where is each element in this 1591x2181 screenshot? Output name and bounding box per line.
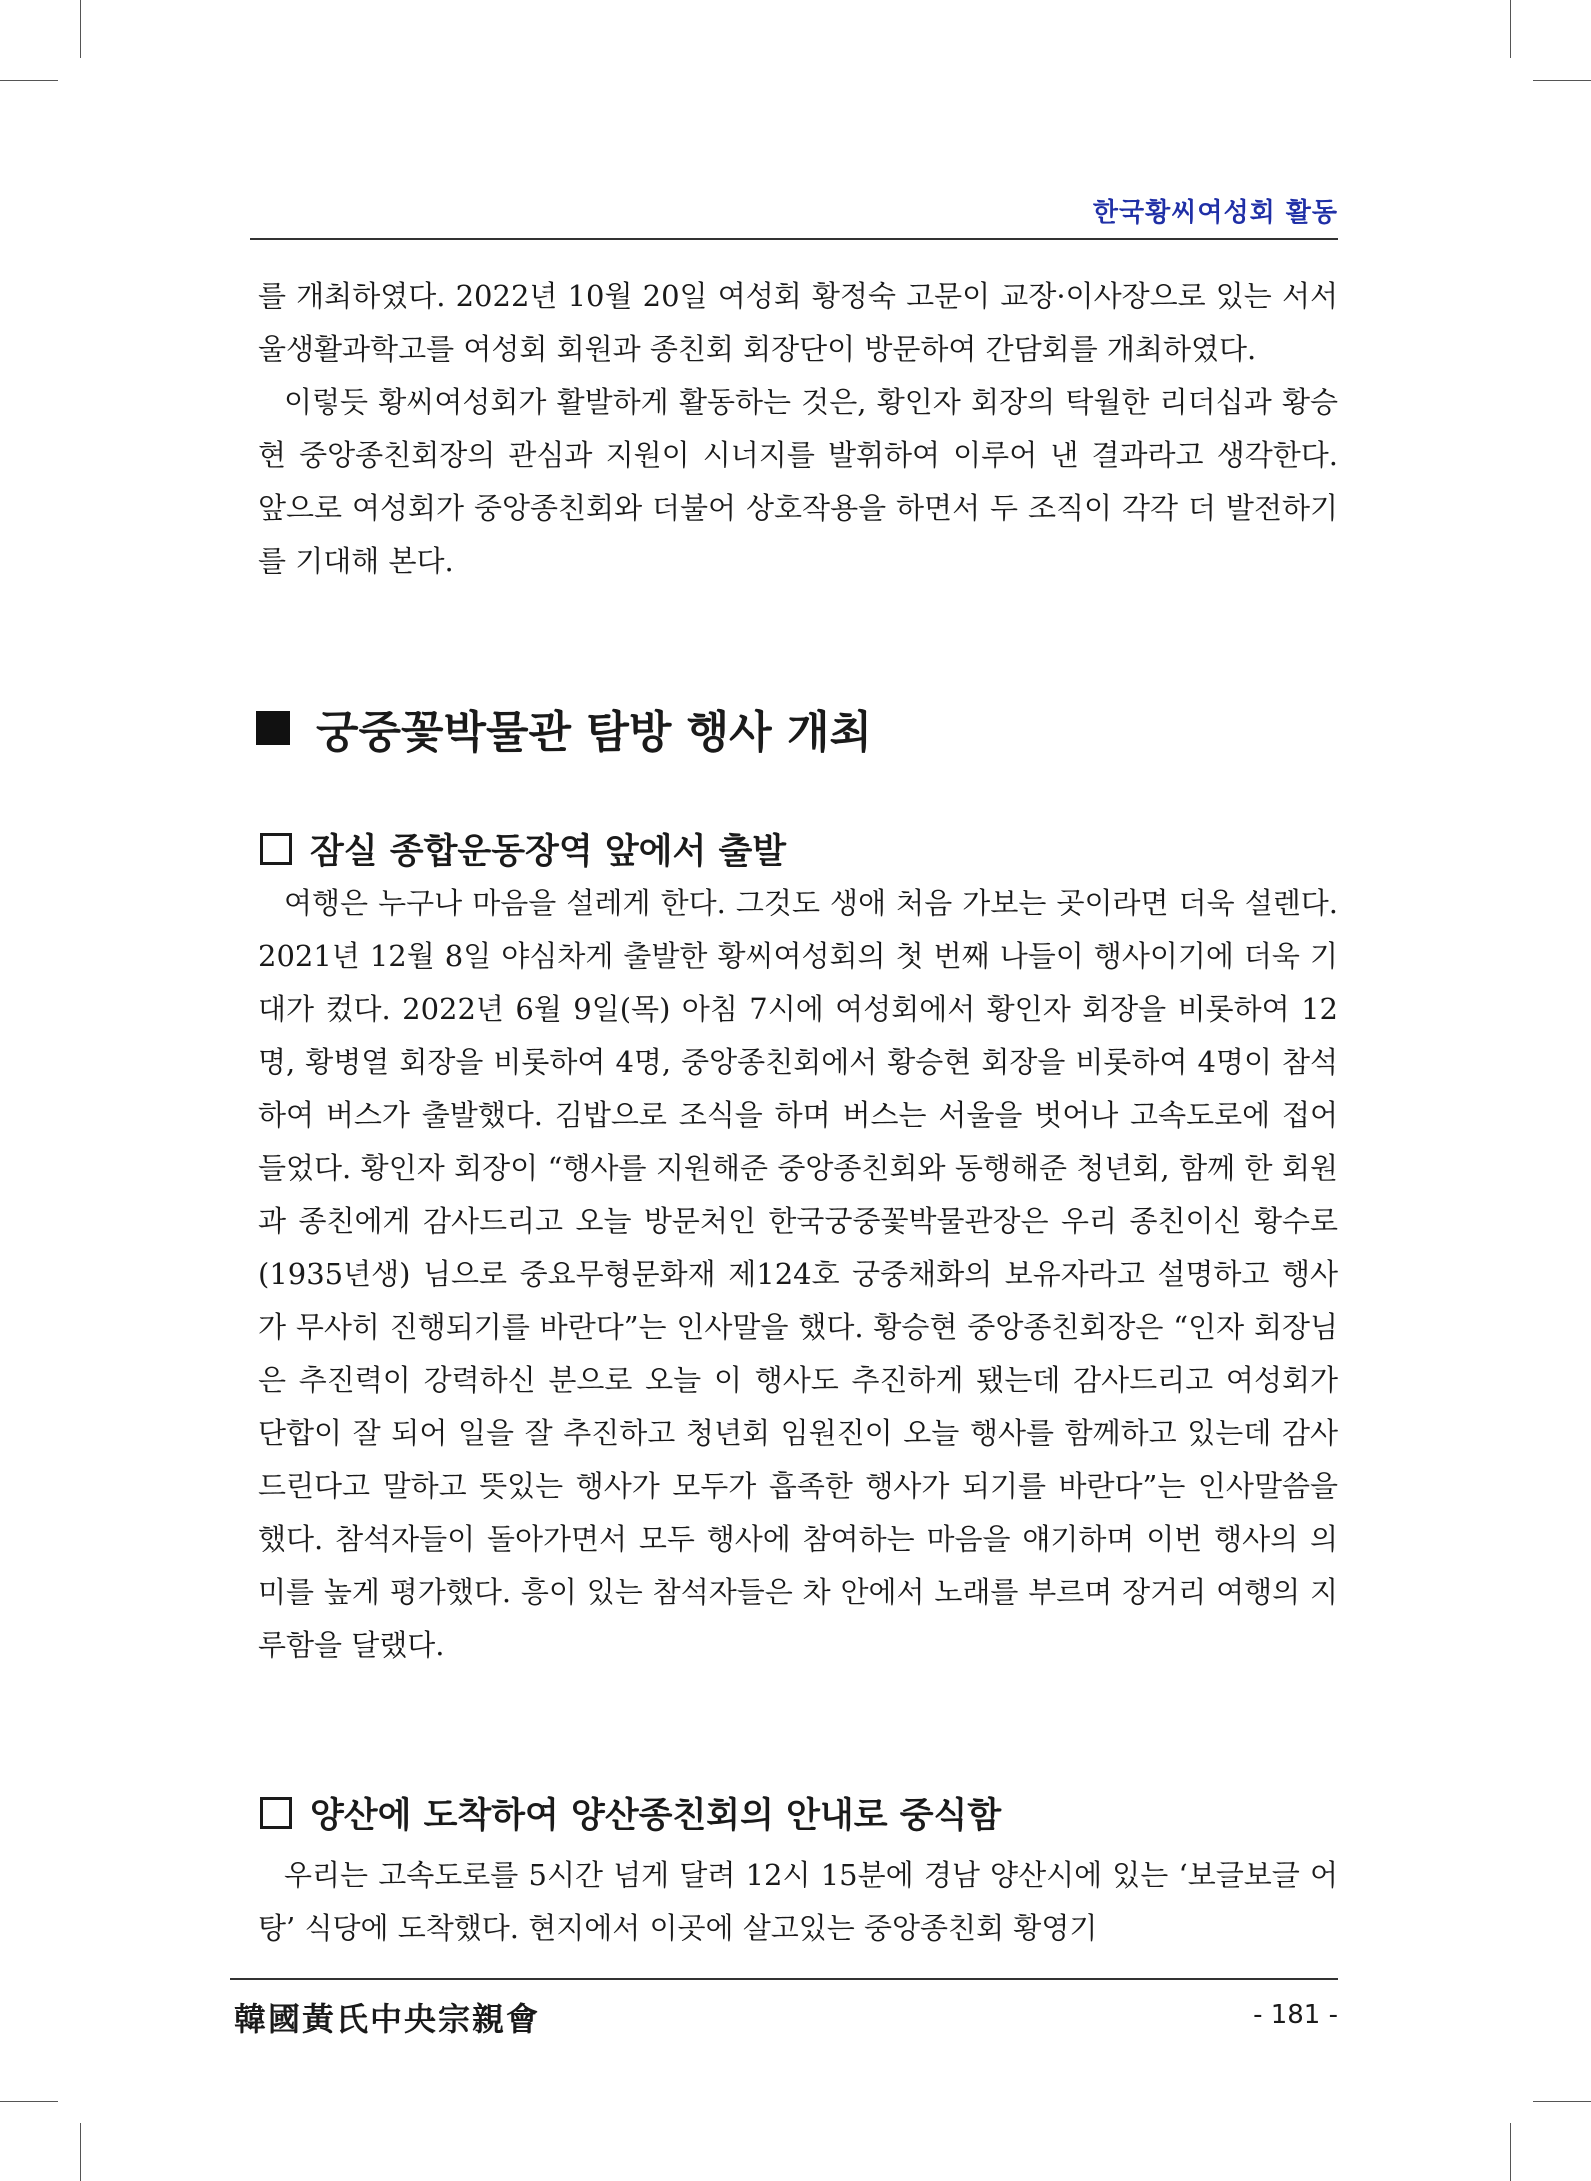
header-divider [250, 238, 1338, 240]
paragraph: 우리는 고속도로를 5시간 넘게 달려 12시 15분에 경남 양산시에 있는 ‘보글보글 어탕’ 식당에 도착했다. 현지에서 이곳에 살고있는 중앙종친회 황영기 [258, 1858, 1338, 1945]
subsection-text [258, 1849, 1338, 1955]
subsection-heading [260, 824, 786, 874]
crop-mark [80, 0, 81, 58]
page-number: - 181 - [1253, 2000, 1338, 2030]
running-header: 한국황씨여성회 활동 [1092, 198, 1338, 228]
footer-divider [230, 1978, 1338, 1980]
paragraph: 여행은 누구나 마음을 설레게 한다. 그것도 생애 처음 가보는 곳이라면 더욱 설렌다. 2021년 12월 8일 야심차게 출발한 황씨여성회의 첫 번째 나들이 행사이기에 더욱 기대가 컸다. 2022년 6월 9일(목) 아침 7시에 여성회에서 황인자 회장을 비롯하여 12명, 황병열 회장을 비롯하여 4명, 중앙종친회에서 황승현 회장을 비롯하여 4명이 참석하여 버스가 출발했다. 김밥으로 조식을 하며 버스는 서울을 벗어나 고속도로에 접어들었다. 황인자 회장이 “행사를 지원해준 중앙종친회와 동행해준 청년회, 함께 한 회원과 종친에게 감사드리고 오늘 방문처인 한국궁중꽃박물관장은 우리 종친이신 황수로(1935년생) 님으로 중요무형문화재 제124호 궁중채화의 보유자라고 설명하고 행사가 무사히 진행되기를 바란다”는 인사말을 했다. 황승현 중앙종친회장은 “인자 회장님은 추진력이 강력하신 분으로 오늘 이 행사도 추진하게 됐는데 감사드리고 여성회가 단합이 잘 되어 일을 잘 추진하고 청년회 임원진이 오늘 행사를 함께하고 있는데 감사드린다고 말하고 뜻있는 행사가 모두가 흡족한 행사가 되기를 바란다”는 인사말씀을 했다. 참석자들이 돌아가면서 모두 행사에 참여하는 마음을 얘기하며 이번 행사의 의미를 높게 평가했다. 흥이 있는 참석자들은 차 안에서 노래를 부르며 장거리 여행의 지루함을 달랬다. [258, 886, 1338, 1662]
crop-mark [1510, 2123, 1511, 2181]
subsection-title: 잠실 종합운동장역 앞에서 출발 [310, 832, 787, 872]
subsection-heading [260, 1788, 1001, 1838]
subsection-title: 양산에 도착하여 양산종친회의 안내로 중식함 [310, 1796, 1002, 1836]
hollow-square-icon [260, 833, 292, 865]
crop-mark [0, 2101, 58, 2102]
filled-square-icon [256, 711, 290, 745]
hollow-square-icon [260, 1797, 292, 1829]
intro-text [258, 270, 1338, 588]
paragraph: 를 개최하였다. 2022년 10월 20일 여성회 황정숙 고문이 교장·이사장으로 있는 서서울생활과학고를 여성회 회원과 종친회 회장단이 방문하여 간담회를 개최하였다. [258, 279, 1338, 366]
footer-logo: 韓國黃氏中央宗親會 [234, 2000, 541, 2038]
section-title: 궁중꽃박물관 탐방 행사 개최 [316, 707, 873, 758]
section-heading [256, 696, 872, 760]
crop-mark [0, 80, 58, 81]
crop-mark [1533, 80, 1591, 81]
paragraph: 이렇듯 황씨여성회가 활발하게 활동하는 것은, 황인자 회장의 탁월한 리더십과 황승현 중앙종친회장의 관심과 지원이 시너지를 발휘하여 이루어 낸 결과라고 생각한다. 앞으로 여성회가 중앙종친회와 더불어 상호작용을 하면서 두 조직이 각각 더 발전하기를 기대해 본다. [258, 385, 1338, 578]
subsection-text [258, 877, 1338, 1672]
crop-mark [1533, 2101, 1591, 2102]
crop-mark [80, 2123, 81, 2181]
crop-mark [1510, 0, 1511, 58]
